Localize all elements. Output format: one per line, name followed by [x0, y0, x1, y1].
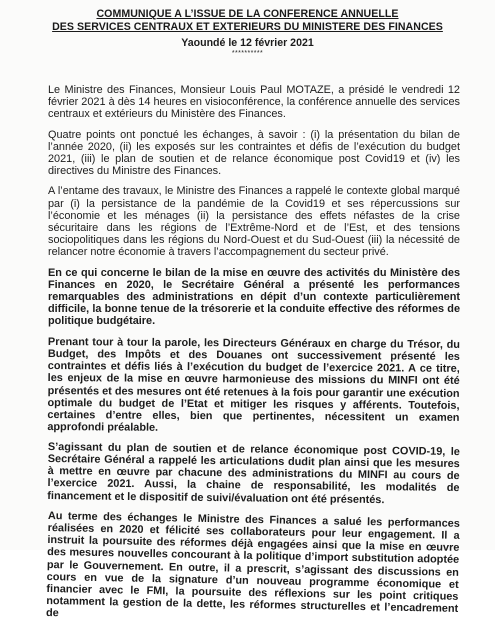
paragraph-plan-relance: S’agissant du plan de soutien et de relance économique post COVID-19, le Secrétaire Général a rappelé les articulations dudit plan ainsi que les mesures à mettre en œuvre par chacune des administrations du MINFI au cours de l’exercice 2021. Aussi, la chaine de responsabilité, les modalités de financement et le dispositif de suivi/évaluation ont été présentés. — [47, 441, 460, 506]
separator-stars: ********** — [231, 49, 264, 57]
title-line-2: DES SERVICES CENTRAUX ET EXTERIEURS DU MINISTERE DES FINANCES — [52, 20, 443, 33]
paragraph-agenda: Quatre points ont ponctué les échanges, à savoir : (i) la présentation du bilan de l’année 2020, (ii) les exposés sur les contraintes et défis de l’exécution du budget 2021, (iii) le plan de soutien et de relance économique post Covid19 et (iv) les directives du Ministre des Finances. — [48, 128, 460, 178]
paragraph-conclusion: Au terme des échanges le Ministre des Finances a salué les performances réalisées en 2020 et félicité ses collaborateurs pour leur engagement. Il a instruit la poursuite des réformes déjà engagées ainsi que la mise en œuvre des mesures nouvelles concourant à la politique d’import substitution adoptée par le Gouvernement. En outre, il a prescrit, s’agissant des discussions en cours en vue de la signature d’un nouveau programme économique et financier avec le FMI, la poursuite des réflexions sur les point critiques notamment la gestion de la dette, les réformes structurelles et l’encadrement de — [45, 509, 460, 620]
date-line: Yaoundé le 12 février 2021 — [181, 37, 314, 49]
paragraph-context: A l’entame des travaux, le Ministre des Finances a rappelé le contexte global marqué par (i) la persistance de la pandémie de la Covid19 et ses répercussions sur l’économie et les ménages (ii) la persistance des effets néfastes de la crise sécuritaire dans les régions de l’Extrême-Nord et de l’Est, et des tensions sociopolitiques dans les régions du Nord-Ouest et du Sud-Ouest (iii) la nécessité de relancer notre économie à travers l’accompagnement du secteur privé. — [48, 185, 460, 259]
paragraph-opening: Le Ministre des Finances, Monsieur Louis Paul MOTAZE, a présidé le vendredi 12 février 2021 à dès 14 heures en visioconférence, la conférence annuelle des services centraux et extérieurs du Ministère des Finances. — [48, 84, 460, 121]
communique-body — [45, 84, 460, 628]
paragraph-directeurs-generaux: Prenant tour à tour la parole, les Directeurs Généraux en charge du Trésor, du Budget, des Impôts et des Douanes ont successivement présenté les contraintes et défis liés à l’exécution du budget de l’exercice 2021. A ce titre, les enjeux de la mise en œuvre harmonieuse des missions du MINFI ont été présentés et des mesures ont été retenues à la fois pour garantir une exécution optimale du budget de l’Etat et mitiger les risques y afférents. Toutefois, certaines d’entre elles, bien que pertinentes, nécessitent un examen approfondi préalable. — [47, 335, 460, 434]
communique-header — [0, 8, 495, 57]
paragraph-bilan-2020: En ce qui concerne le bilan de la mise en œuvre des activités du Ministère des Finances en 2020, le Secrétaire Général a présenté les performances remarquables des administrations en dépit d’un contexte particulièrement difficile, la bonne tenue de la trésorerie et la conduite effective des réformes de politique budgétaire. — [48, 266, 460, 328]
title-line-1: COMMUNIQUE A L’ISSUE DE LA CONFERENCE ANNUELLE — [96, 8, 399, 20]
